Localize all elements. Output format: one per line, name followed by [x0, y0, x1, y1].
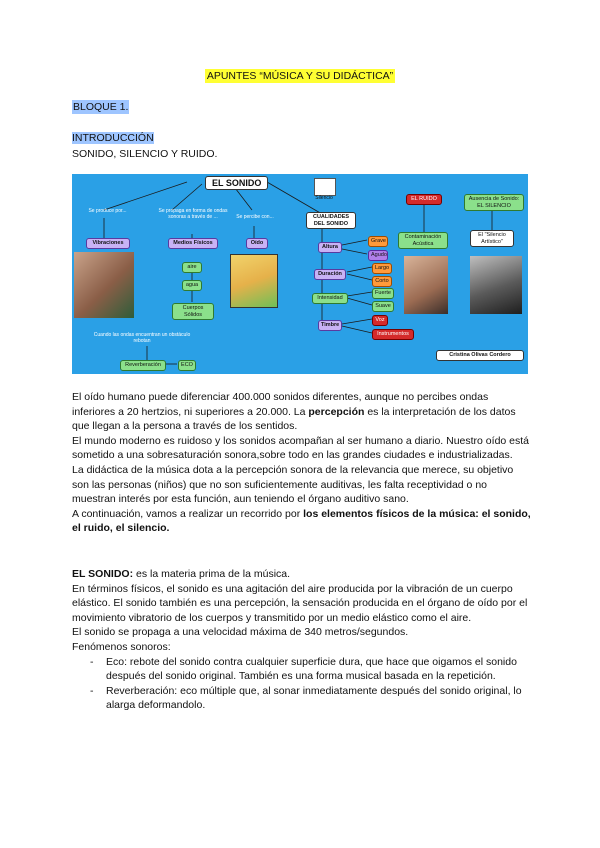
paragraph-mundo: El mundo moderno es ruidoso y los sonidos acompañan al ser humano a diario. Nuestro oído está sometido a una sobresaturación sonora,sobre todo en las grandes ciudades e industrializadas.	[72, 434, 530, 462]
map-node-duracion: Duración	[314, 269, 346, 280]
paragraph-oido: El oído humano puede diferenciar 400.000 sonidos diferentes, aunque no percibes ondas inferiores a 20 hertzios, ni superiores a 20.000. La percepción es la interpretación de los datos que llegan a la persona a través de los sentidos.	[72, 391, 516, 433]
document-title: APUNTES “MÚSICA Y SU DIDÁCTICA”	[206, 70, 394, 82]
map-node-agudo: Agudo	[368, 250, 388, 261]
map-title: EL SONIDO	[205, 176, 268, 190]
map-node-contaminacion: Contaminación Acústica	[398, 232, 448, 249]
map-node-oido: Oído	[246, 238, 268, 249]
silence-icon	[314, 178, 336, 196]
map-node-voz: Voz	[372, 315, 388, 326]
map-node-agua: agua	[182, 280, 202, 291]
map-node-largo: Largo	[372, 263, 392, 274]
map-node-altura: Altura	[318, 242, 342, 253]
map-node-fuerte: Fuerte	[372, 288, 394, 299]
list-item: - Reverberación: eco múltiple que, al sonar inmediatamente después del sonido original, lo alarga deformandolo.	[90, 684, 522, 712]
map-label-propaga: Se propaga en forma de ondas sonoras a través de ...	[158, 208, 228, 220]
section-heading: BLOQUE 1.	[73, 101, 129, 113]
map-node-vibraciones: Vibraciones	[86, 238, 130, 249]
map-node-ausencia: Ausencia de Sonido: EL SILENCIO	[464, 194, 524, 211]
face-photo	[74, 252, 134, 318]
cartoon-ear-illustration	[230, 254, 278, 308]
list-item: - Eco: rebote del sonido contra cualquier superficie dura, que hace que oigamos el sonido después del sonido original. También es una forma musical basada en la repetición.	[90, 655, 517, 683]
noise-photo	[404, 256, 448, 314]
paragraph-fenomenos: Fenómenos sonoros:	[72, 640, 171, 653]
map-node-grave: Grave	[368, 236, 388, 247]
connector-lines	[72, 174, 528, 374]
intro-heading	[72, 130, 217, 162]
paragraph-velocidad: El sonido se propaga a una velocidad máxima de 340 metros/segundos.	[72, 626, 409, 639]
map-node-timbre: Timbre	[318, 320, 342, 331]
map-label-percibe: Se percibe con...	[236, 214, 274, 220]
map-node-ruido: EL RUIDO	[406, 194, 442, 205]
map-credit: Cristina Olivas Cordero	[436, 350, 524, 361]
map-node-eco: ECO	[178, 360, 196, 371]
paragraph-continuacion: A continuación, vamos a realizar un recorrido por los elementos físicos de la música: el sonido, el ruido, el silencio.	[72, 507, 531, 535]
map-node-corto: Corto	[372, 276, 392, 287]
intro-title: INTRODUCCIÓN	[72, 132, 154, 144]
map-node-intensidad: Intensidad	[312, 293, 348, 304]
body-section-intro	[72, 390, 532, 536]
map-node-reverberacion: Reverberación	[120, 360, 166, 371]
pianist-photo	[470, 256, 522, 314]
sonido-definition: EL SONIDO: es la materia prima de la música.	[72, 568, 291, 580]
map-node-solidos: Cuerpos Sólidos	[172, 303, 214, 320]
paragraph-terminos: En términos físicos, el sonido es una agitación del aire producida por la vibración de un cuerpo elástico. El sonido también es una percepción, la sensación producida en el órgano de oído por el movimiento vibratorio de los cuerpos y transmitido por un medio elástico como el aire.	[72, 582, 528, 624]
map-node-aire: aire	[182, 262, 202, 273]
map-node-silencio-artistico: El "Silencio Artístico"	[470, 230, 514, 247]
map-node-instrumentos: Instrumentos	[372, 329, 414, 340]
map-label-produce: Se produce por...	[88, 208, 127, 214]
map-label-eco-note: Cuando las ondas encuentran un obstáculo rebotan	[93, 332, 191, 344]
map-node-medios: Medios Físicos	[168, 238, 218, 249]
map-node-cualidades: CUALIDADES DEL SONIDO	[306, 212, 356, 229]
body-section-sonido	[72, 567, 532, 713]
map-node-suave: Suave	[372, 301, 394, 312]
paragraph-didactica: La didáctica de la música dota a la percepción sonora de la relevancia que merece, su objetivo son las personas (niños) que no son suficientemente auditivas, les falta receptividad o no muestran interés por esta función, aun teniendo el órgano auditivo sano.	[72, 463, 514, 506]
fenomenos-list	[72, 655, 532, 713]
map-caption-silencio: Silencio	[315, 195, 333, 201]
concept-map-image	[72, 174, 528, 374]
intro-subtitle: SONIDO, SILENCIO Y RUIDO.	[72, 148, 218, 160]
